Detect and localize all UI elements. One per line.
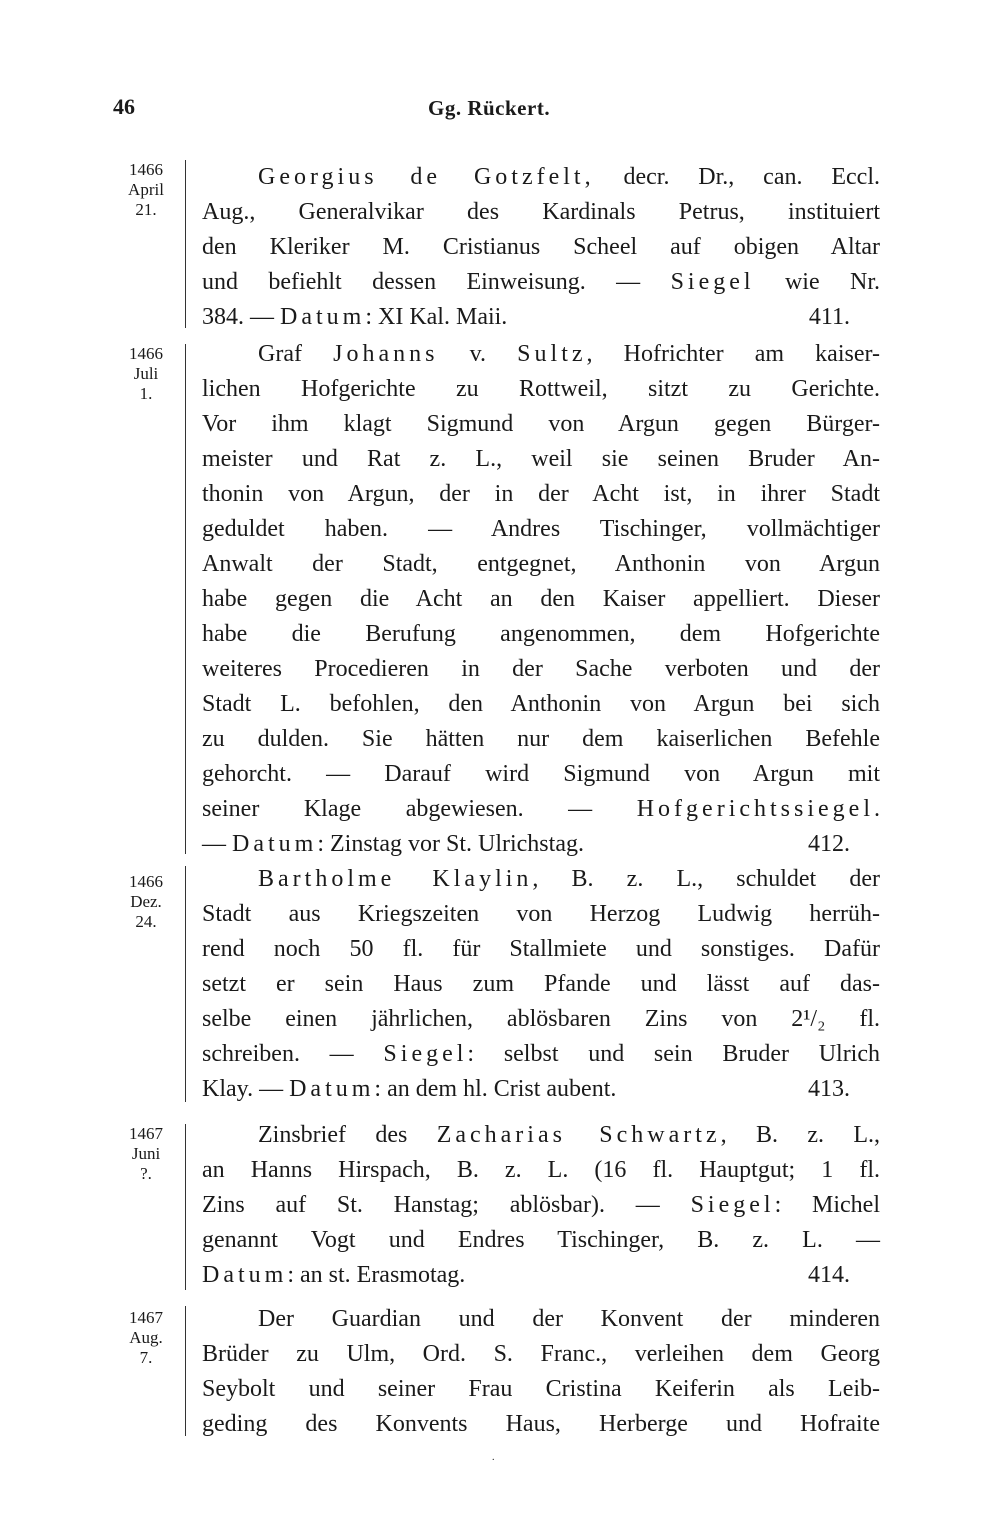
margin-rule [185, 344, 186, 854]
text-line: Anwalt der Stadt, entgegnet, Anthonin von Argun [202, 551, 880, 577]
page-header [0, 88, 1000, 128]
margin-rule [185, 1124, 186, 1290]
text-line: — Datum: Zinstag vor St. Ulrichstag. 412. [202, 827, 880, 862]
text-line: rend noch 50 fl. für Stallmiete und sonstiges. Dafür [202, 936, 880, 962]
text-line: Stadt aus Kriegszeiten von Herzog Ludwig herrüh- [202, 901, 880, 927]
text-line: zu dulden. Sie hätten nur dem kaiserlichen Befehle [202, 726, 880, 752]
text-line: Datum: an st. Erasmotag. 414. [202, 1258, 880, 1293]
text-line: Bartholme Klaylin, B. z. L., schuldet der [258, 866, 880, 892]
text-line: geding des Konvents Haus, Herberge und Hofraite [202, 1411, 880, 1437]
text-line: genannt Vogt und Endres Tischinger, B. z. L. — [202, 1227, 880, 1253]
text-line: Brüder zu Ulm, Ord. S. Franc., verleihen dem Georg [202, 1341, 880, 1367]
margin-rule [185, 866, 186, 1102]
text-line: den Kleriker M. Cristianus Scheel auf obigen Altar [202, 234, 880, 260]
text-line: setzt er sein Haus zum Pfande und lässt auf das- [202, 971, 880, 997]
text-line: Zinsbrief des Zacharias Schwartz, B. z. L., [258, 1122, 880, 1148]
page-number: 46 [113, 94, 135, 119]
text-line: seiner Klage abgewiesen. — Hofgerichtssiegel. [202, 796, 880, 822]
text-line: weiteres Procedieren in der Sache verboten und der [202, 656, 880, 682]
entry-date: 1467 Aug. 7. [129, 1308, 163, 1367]
entry-number: 411. [808, 304, 850, 330]
regest-entry-412 [202, 337, 880, 862]
regest-entry-415 [202, 1302, 880, 1442]
entry-number: 414. [808, 1262, 850, 1288]
text-line: lichen Hofgerichte zu Rottweil, sitzt zu Gerichte. [202, 376, 880, 402]
text-line: habe gegen die Acht an den Kaiser appelliert. Dieser [202, 586, 880, 612]
margin-rule [185, 160, 186, 328]
text-line: thonin von Argun, der in der Acht ist, in ihrer Stadt [202, 481, 880, 507]
text-line: und befiehlt dessen Einweisung. — Siegel wie Nr. [202, 269, 880, 295]
entry-date: 1467 Juni ?. [129, 1124, 163, 1183]
text-line: Klay. — Datum: an dem hl. Crist aubent. 413. [202, 1072, 880, 1107]
entry-date: 1466 Dez. 24. [129, 872, 163, 931]
text-line: Vor ihm klagt Sigmund von Argun gegen Bürger- [202, 411, 880, 437]
text-line: Graf Johanns v. Sultz, Hofrichter am kaiser- [258, 341, 880, 367]
text-line: habe die Berufung angenommen, dem Hofgerichte [202, 621, 880, 647]
regest-entry-411 [202, 160, 880, 335]
entry-number: 413. [808, 1076, 850, 1102]
text-line: Der Guardian und der Konvent der minderen [258, 1306, 880, 1332]
regest-entry-414 [202, 1118, 880, 1293]
text-line: an Hanns Hirspach, B. z. L. (16 fl. Hauptgut; 1 fl. [202, 1157, 880, 1183]
running-head: Gg. Rückert. [428, 96, 551, 120]
entry-date: 1466 Juli 1. [129, 344, 163, 403]
text-line: meister und Rat z. L., weil sie seinen Bruder An- [202, 446, 880, 472]
text-line: Zins auf St. Hanstag; ablösbar). — Siegel: Michel [202, 1192, 880, 1218]
margin-rule [185, 1306, 186, 1436]
text-line: gehorcht. — Darauf wird Sigmund von Argun mit [202, 761, 880, 787]
entry-number: 412. [808, 831, 850, 857]
entry-date: 1466 April 21. [128, 160, 164, 219]
regest-entry-413 [202, 862, 880, 1107]
text-line: 384. — Datum: XI Kal. Maii. 411. [202, 300, 880, 335]
text-line: geduldet haben. — Andres Tischinger, vollmächtiger [202, 516, 880, 542]
text-line: Aug., Generalvikar des Kardinals Petrus, instituiert [202, 199, 880, 225]
text-line: Seybolt und seiner Frau Cristina Keiferin als Leib- [202, 1376, 880, 1402]
text-line: selbe einen jährlichen, ablösbaren Zins von 2¹/₂ fl. [202, 1006, 880, 1032]
text-line: schreiben. — Siegel: selbst und sein Bruder Ulrich [202, 1041, 881, 1067]
text-line: Georgius de Gotzfelt, decr. Dr., can. Eccl. [258, 164, 880, 190]
footer-mark: . [492, 1452, 495, 1463]
text-line: Stadt L. befohlen, den Anthonin von Argun bei sich [202, 691, 880, 717]
